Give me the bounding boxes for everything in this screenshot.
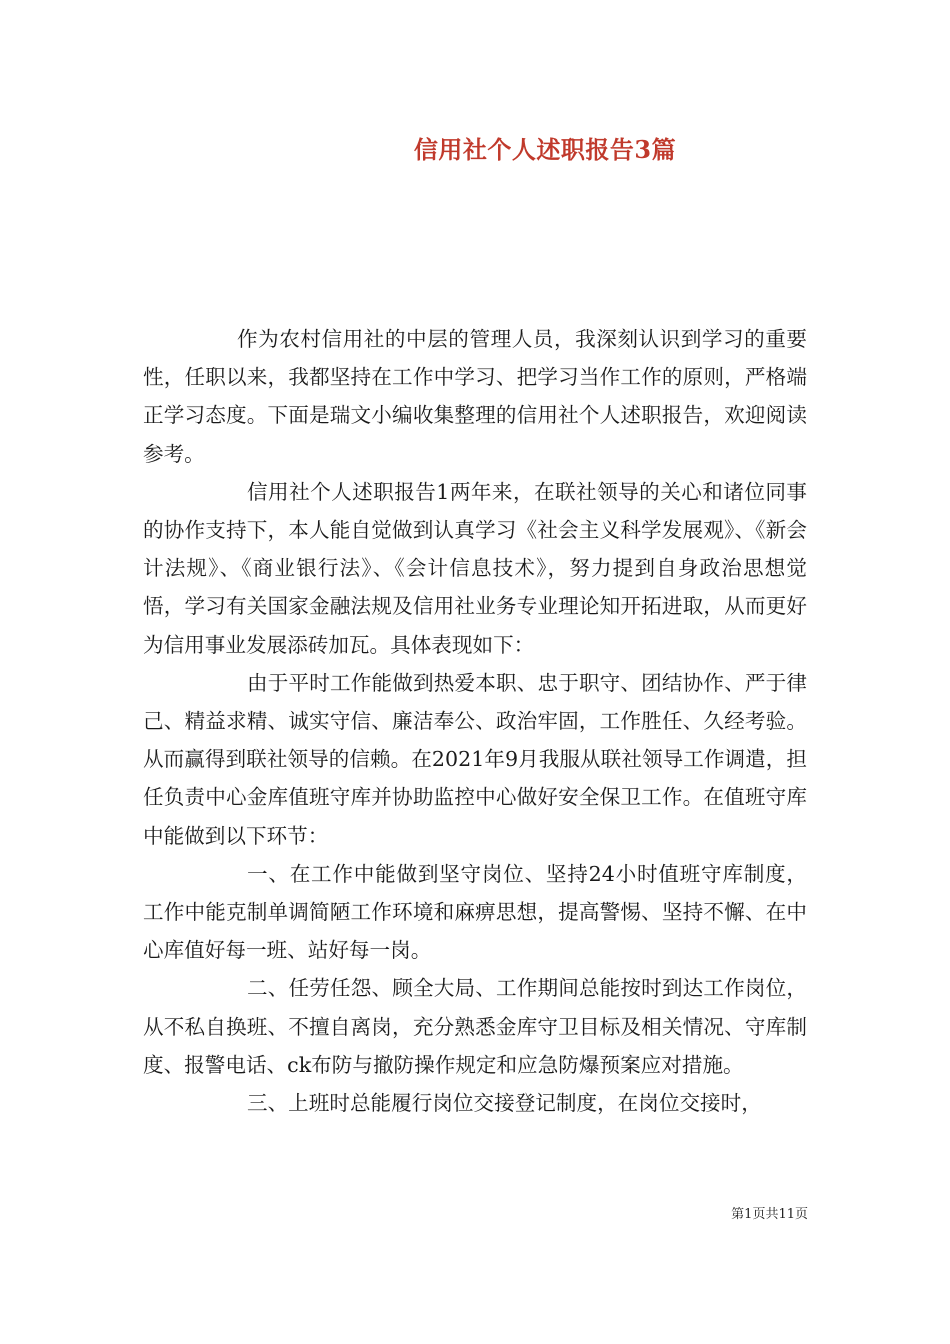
paragraph-intro: 作为农村信用社的中层的管理人员，我深刻认识到学习的重要性，任职以来，我都坚持在工作中学习、把学习当作工作的原则，严格端正学习态度。下面是瑞文小编收集整理的信用社个人述职报告，欢迎阅读参考。 bbox=[143, 327, 807, 466]
paragraph-report-1: 信用社个人述职报告1两年来，在联社领导的关心和诸位同事的协作支持下，本人能自觉做到认真学习《社会主义科学发展观》、《新会计法规》、《商业银行法》、《会计信息技术》，努力提到自身政治思想觉悟，学习有关国家金融法规及信用社业务专业理论知开拓进取，从而更好为信用事业发展添砖加瓦。具体表现如下： bbox=[143, 479, 807, 657]
paragraph-point-1: 一、在工作中能做到坚守岗位、坚持24小时值班守库制度，工作中能克制单调简陋工作环境和麻痹思想，提高警惕、坚持不懈、在中心库值好每一班、站好每一岗。 bbox=[143, 861, 807, 963]
paragraph-work-attitude: 由于平时工作能做到热爱本职、忠于职守、团结协作、严于律己、精益求精、诚实守信、廉洁奉公、政治牢固，工作胜任、久经考验。从而赢得到联社领导的信赖。在2021年9月我服从联社领导工作调遣，担任负责中心金库值班守库并协助监控中心做好安全保卫工作。在值班守库中能做到以下环节： bbox=[143, 670, 807, 848]
document-body bbox=[143, 320, 807, 1122]
document-title: 信用社个人述职报告3篇 bbox=[413, 135, 677, 164]
page-number: 第1页共11页 bbox=[731, 1207, 808, 1222]
paragraph-point-3: 三、上班时总能履行岗位交接登记制度，在岗位交接时， bbox=[247, 1091, 762, 1116]
paragraph-point-2: 二、任劳任怨、顾全大局、工作期间总能按时到达工作岗位，从不私自换班、不擅自离岗，充分熟悉金库守卫目标及相关情况、守库制度、报警电话、ck布防与撤防操作规定和应急防爆预案应对措施。 bbox=[143, 976, 807, 1077]
